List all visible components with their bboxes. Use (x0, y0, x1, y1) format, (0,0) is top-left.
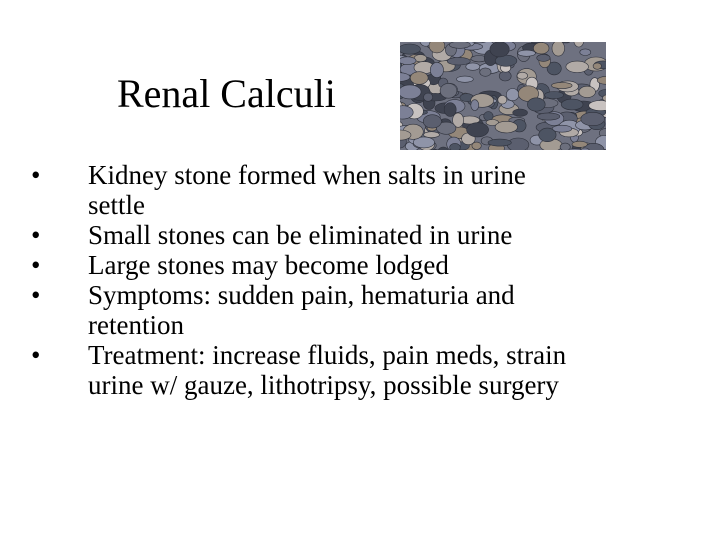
pebble-shape (581, 112, 605, 125)
pebble-shape (471, 100, 479, 111)
bullet-item (31, 280, 691, 340)
pebble-shape (560, 143, 570, 150)
pebble-shape (533, 43, 549, 54)
bullet-text-line: Large stones may become lodged (88, 250, 449, 280)
bullet-dot: • (31, 220, 41, 250)
pebble-shape (450, 143, 461, 150)
pebble-shape (579, 86, 596, 97)
pebble-shape (580, 49, 591, 56)
pebble-shape (447, 57, 470, 65)
bullet-dot: • (31, 280, 41, 310)
bullet-text-line: Symptoms: sudden pain, hematuria and (88, 280, 515, 310)
pebble-shape (480, 68, 491, 76)
bullet-text-line: settle (88, 190, 145, 220)
pebble-shape (552, 125, 572, 132)
pebble-shape (466, 63, 480, 70)
bullet-text-line: Treatment: increase fluids, pain meds, strain (88, 340, 567, 370)
pebble-shape (545, 92, 564, 99)
pebble-shape (457, 76, 474, 82)
pebble-shape (513, 109, 528, 116)
bullet-item (31, 250, 691, 280)
pebble-shape (490, 42, 509, 57)
bullet-dot: • (31, 250, 41, 280)
pebble-shape (467, 123, 489, 137)
pebble-shape (495, 121, 517, 133)
pebble-shape (498, 96, 507, 105)
pebble-shape (440, 83, 457, 98)
pebble-shape (566, 61, 589, 72)
bullet-text-line: urine w/ gauze, lithotripsy, possible surgery (88, 370, 559, 400)
pebble-shape (561, 99, 583, 110)
bullet-text-line: Small stones can be eliminated in urine (88, 220, 513, 250)
bullet-text-line: Kidney stone formed when salts in urine (88, 160, 526, 190)
pebble-shape (518, 50, 536, 56)
pebble-shape (603, 95, 607, 101)
pebble-shape (572, 141, 587, 147)
kidney-stones-image (400, 42, 606, 150)
pebble-shape (499, 71, 511, 81)
pebble-shape (537, 54, 550, 61)
bullet-item (31, 160, 691, 220)
pebble-shape (400, 44, 421, 54)
bullet-item (31, 220, 691, 250)
pebble-shape (593, 63, 601, 69)
pebble-shape (449, 42, 470, 48)
slide-title: Renal Calculi (117, 71, 336, 116)
pebble-shape (423, 115, 441, 128)
pebble-shape (424, 93, 433, 101)
pebble-shape (400, 57, 416, 65)
pebble-shape (537, 113, 560, 120)
pebble-shape (539, 128, 556, 142)
bullet-dot: • (31, 340, 41, 370)
pebble-shape (488, 139, 511, 146)
bullet-list (31, 160, 691, 400)
pebble-shape (430, 62, 443, 77)
pebble-shape (410, 72, 428, 85)
pebbles-graphic (400, 42, 606, 150)
bullet-item (31, 340, 691, 400)
pebble-shape (527, 98, 545, 111)
pebble-shape (517, 72, 528, 79)
pebble-shape (552, 42, 565, 56)
pebble-shape (429, 42, 445, 53)
pebble-shape (424, 132, 440, 138)
bullet-text-line: retention (88, 310, 184, 340)
pebble-shape (574, 42, 584, 47)
bullet-dot: • (31, 160, 41, 190)
pebble-shape (552, 82, 573, 88)
pebble-shape (506, 89, 519, 101)
pebble-shape (400, 85, 421, 99)
